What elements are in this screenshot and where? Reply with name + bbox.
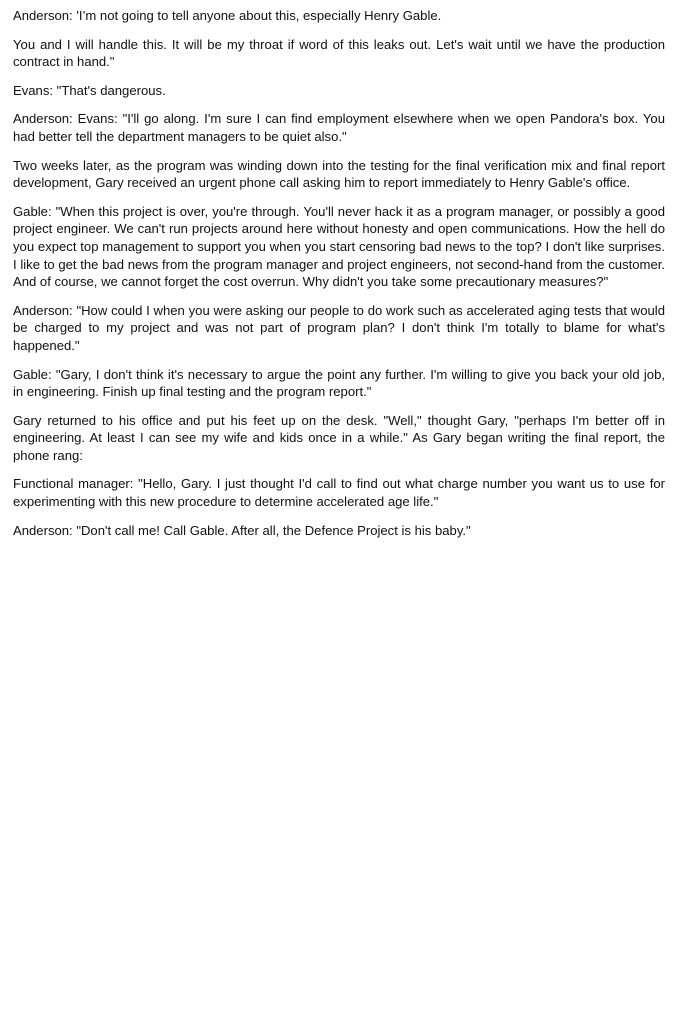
paragraph-6: Gable: "When this project is over, you're through. You'll never hack it as a program manager, or possibly a good project engineer. We can't run projects around here without honesty and open communications. How the hell do you expect top management to support you when you start censoring bad news to the top? I don't like surprises. I like to get the bad news from the program manager and project engineers, not second-hand from the customer. And of course, we cannot forget the cost overrun. Why didn't you take some precautionary measures?" xyxy=(13,203,665,290)
paragraph-5: Two weeks later, as the program was winding down into the testing for the final verification mix and final report development, Gary received an urgent phone call asking him to report immediately to Henry Gable's office. xyxy=(13,157,665,191)
paragraph-2: You and I will handle this. It will be my throat if word of this leaks out. Let's wait until we have the production contract in hand." xyxy=(13,36,665,70)
paragraph-4: Anderson: Evans: "I'll go along. I'm sure I can find employment elsewhere when we open Pandora's box. You had better tell the department managers to be quiet also." xyxy=(13,111,665,144)
paragraph-7: Anderson: "How could I when you were asking our people to do work such as accelerated aging tests that would be charged to my project and was not part of program plan? I don't think I'm totally to blame for what's happened." xyxy=(13,302,665,353)
paragraph-10: Functional manager: "Hello, Gary. I just thought I'd call to find out what charge number you want us to use for experimenting with this new procedure to determine accelerated age life." xyxy=(13,476,665,510)
paragraph-8: Gable: "Gary, I don't think it's necessary to argue the point any further. I'm willing to give you back your old job, in engineering. Finish up final testing and the program report." xyxy=(13,366,665,400)
paragraph-1: Anderson: 'I’m not going to tell anyone about this, especially Henry Gable. xyxy=(13,8,442,23)
document-page xyxy=(13,7,665,550)
paragraph-11: Anderson: "Don't call me! Call Gable. After all, the Defence Project is his baby." xyxy=(13,522,471,538)
paragraph-3: Evans: "That's dangerous. xyxy=(13,82,166,98)
paragraph-9: Gary returned to his office and put his feet up on the desk. "Well," thought Gary, "perhaps I'm better off in engineering. At least I can see my wife and kids once in a while." As Gary began writing the final report, the phone rang: xyxy=(13,412,665,463)
